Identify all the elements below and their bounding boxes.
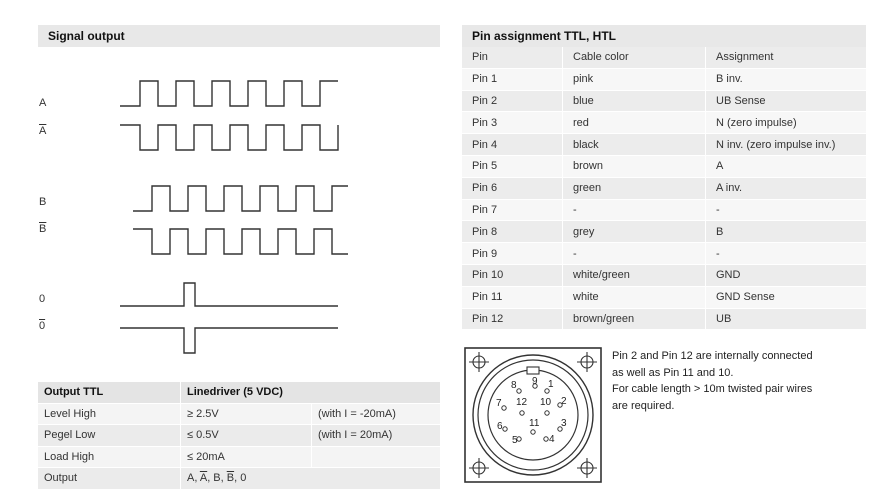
pin-number-9: 9 — [532, 376, 538, 387]
table-row — [462, 221, 866, 243]
table-row — [462, 243, 866, 265]
pin-cell: Pin 1 — [462, 68, 563, 90]
note-line: are required. — [612, 399, 675, 412]
cable-color-cell: brown — [563, 155, 706, 177]
pin-cell: Pin 4 — [462, 134, 563, 156]
cable-color-cell: white/green — [563, 264, 706, 286]
level-high-condition: (with I = -20mA) — [312, 403, 441, 425]
note-line: Pin 2 and Pin 12 are internally connected — [612, 350, 813, 362]
output-value: A, $\overline{A}$, B, $\overline{B}$, 0 — [181, 468, 441, 490]
signal-a-inv-label: $\overline{A}$ — [39, 125, 47, 137]
pin-number-7: 7 — [496, 398, 502, 409]
col-header-cable-color: Cable color — [563, 47, 706, 68]
table-row — [462, 112, 866, 134]
waveform-zero — [120, 283, 338, 306]
signal-waveforms — [0, 0, 440, 370]
load-high-label: Load High — [38, 446, 181, 468]
table-row — [38, 468, 440, 490]
level-high-value: ≥ 2.5V — [181, 403, 312, 425]
assignment-cell: - — [706, 199, 867, 221]
waveform-a — [120, 81, 338, 106]
assignment-cell: UB — [706, 308, 867, 330]
connector-pin-labels — [496, 376, 567, 446]
assignment-cell: A inv. — [706, 177, 867, 199]
table-row — [462, 134, 866, 156]
table-row — [462, 177, 866, 199]
pin-cell: Pin 12 — [462, 308, 563, 330]
waveform-b-inv — [133, 229, 348, 254]
pin-cell: Pin 10 — [462, 264, 563, 286]
assignment-cell: N inv. (zero impulse inv.) — [706, 134, 867, 156]
output-ttl-table — [38, 382, 440, 490]
note-line: For cable length > 10m twisted pair wires — [612, 383, 813, 395]
linedriver-header: Linedriver (5 VDC) — [181, 382, 441, 403]
pin-number-3: 3 — [561, 418, 567, 429]
cable-color-cell: green — [563, 177, 706, 199]
pin-number-2: 2 — [561, 396, 567, 407]
pin-cell: Pin 6 — [462, 177, 563, 199]
pin-cell: Pin 3 — [462, 112, 563, 134]
level-high-label: Level High — [38, 403, 181, 425]
pegel-low-value: ≤ 0.5V — [181, 425, 312, 447]
table-row — [38, 446, 440, 468]
waveform-zero-inv — [120, 328, 338, 353]
pin-number-4: 4 — [549, 434, 555, 445]
pin-cell: Pin 7 — [462, 199, 563, 221]
pin-number-1: 1 — [548, 379, 554, 390]
assignment-cell: UB Sense — [706, 90, 867, 112]
table-row — [462, 308, 866, 330]
output-ttl-header: Output TTL — [38, 382, 181, 403]
pin-number-6: 6 — [497, 421, 503, 432]
waveform-b — [133, 186, 348, 211]
pin-number-10: 10 — [540, 397, 552, 408]
cable-color-cell: pink — [563, 68, 706, 90]
pin-cell: Pin 8 — [462, 221, 563, 243]
signal-a-label: A — [39, 97, 47, 109]
assignment-cell: N (zero impulse) — [706, 112, 867, 134]
signal-zero-inv-label: 0 — [39, 320, 46, 332]
table-row — [462, 90, 866, 112]
pin-cell: Pin 9 — [462, 243, 563, 265]
signal-zero-label: 0 — [39, 293, 46, 305]
signal-b-label: B — [39, 196, 47, 208]
assignment-cell: B inv. — [706, 68, 867, 90]
connector-diagram — [463, 346, 605, 486]
pin-number-8: 8 — [511, 380, 517, 391]
pin-number-5: 5 — [512, 435, 518, 446]
pin-assignment-header: Pin assignment TTL, HTL — [462, 25, 866, 47]
pin-cell: Pin 2 — [462, 90, 563, 112]
table-row — [462, 199, 866, 221]
table-row — [462, 68, 866, 90]
output-ttl-header-row — [38, 382, 440, 403]
output-label: Output — [38, 468, 181, 490]
assignment-cell: GND Sense — [706, 286, 867, 308]
connector-pins — [502, 384, 562, 441]
pin-table-header-row — [462, 47, 866, 68]
table-row — [38, 425, 440, 447]
table-row — [462, 264, 866, 286]
cable-color-cell: white — [563, 286, 706, 308]
pegel-low-condition: (with I = 20mA) — [312, 425, 441, 447]
note-line: as well as Pin 11 and 10. — [612, 366, 734, 379]
pin-number-11: 11 — [529, 418, 540, 429]
col-header-assignment: Assignment — [706, 47, 867, 68]
cable-color-cell: - — [563, 199, 706, 221]
table-row — [462, 155, 866, 177]
col-header-pin: Pin — [462, 47, 563, 68]
connector-key — [527, 367, 539, 374]
pin-number-12: 12 — [516, 397, 528, 408]
cable-color-cell: red — [563, 112, 706, 134]
cable-color-cell: brown/green — [563, 308, 706, 330]
assignment-cell: - — [706, 243, 867, 265]
pin-cell: Pin 5 — [462, 155, 563, 177]
cable-color-cell: grey — [563, 221, 706, 243]
assignment-cell: B — [706, 221, 867, 243]
cable-color-cell: - — [563, 243, 706, 265]
connector-note — [612, 348, 862, 414]
signal-b-inv-label: $\overline{B}$ — [39, 223, 47, 235]
assignment-cell: A — [706, 155, 867, 177]
pin-cell: Pin 11 — [462, 286, 563, 308]
table-row — [38, 403, 440, 425]
load-high-condition — [312, 446, 441, 468]
load-high-value: ≤ 20mA — [181, 446, 312, 468]
table-row — [462, 286, 866, 308]
pegel-low-label: Pegel Low — [38, 425, 181, 447]
waveform-a-inv — [120, 125, 338, 150]
assignment-cell: GND — [706, 264, 867, 286]
cable-color-cell: black — [563, 134, 706, 156]
pin-assignment-table — [462, 47, 866, 330]
cable-color-cell: blue — [563, 90, 706, 112]
signal-output-header: Signal output — [38, 25, 440, 47]
